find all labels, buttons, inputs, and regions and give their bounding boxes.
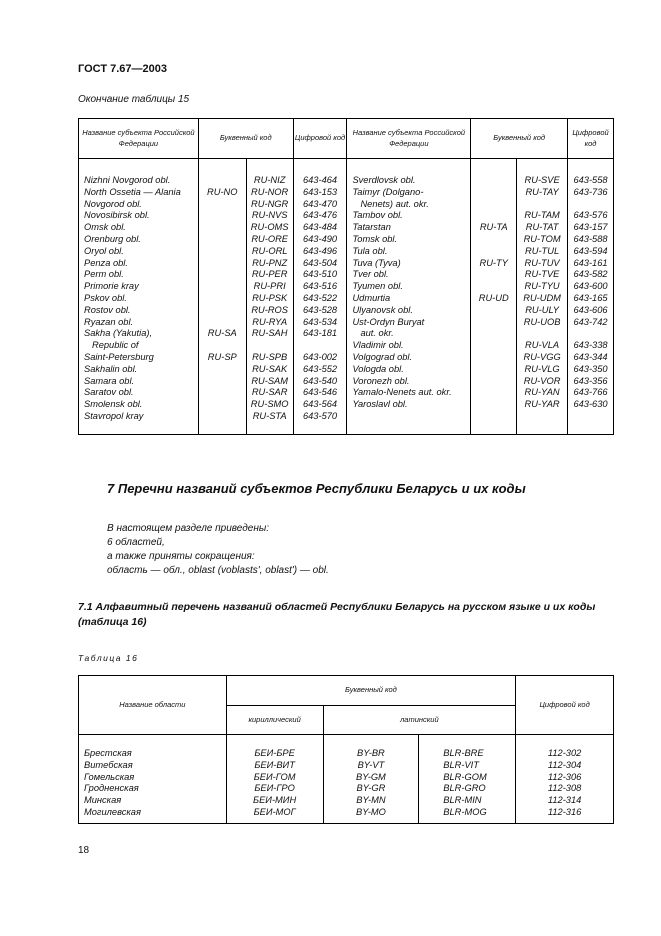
cell-line: 643-490 xyxy=(302,233,338,244)
cell-line: RU-TVE xyxy=(524,269,560,280)
cell-line: БЕИ-БРЕ xyxy=(254,748,295,758)
cell-line xyxy=(471,317,516,329)
cell-line: Orenburg obl. xyxy=(84,233,141,244)
cell-line: RU-ORE xyxy=(251,233,288,244)
cell-line xyxy=(247,340,293,352)
cell-line: Perm obl. xyxy=(84,269,124,280)
cell-line xyxy=(471,399,516,411)
cell-line: БЕИ-МОГ xyxy=(253,806,296,817)
cell-line: Могилевская xyxy=(84,806,141,817)
cell-line xyxy=(199,199,246,211)
cell-line: Tomsk obl. xyxy=(352,233,398,244)
cell-line: RU-TA xyxy=(479,222,508,233)
cell-line: RU-TYU xyxy=(524,281,560,292)
cell-line: 643-350 xyxy=(573,363,608,374)
cell-line: 112-302 xyxy=(547,748,582,758)
cell-line xyxy=(471,305,516,317)
cell-line: BLR-BRE xyxy=(443,748,484,758)
cell-line: 643-528 xyxy=(302,304,338,315)
cell-line: 112-308 xyxy=(547,783,582,794)
cell-line: Pskov obl. xyxy=(84,292,127,303)
cell-line: Volgograd obl. xyxy=(352,351,413,362)
cell-line: 112-316 xyxy=(547,806,582,817)
cell-line: 643-736 xyxy=(573,186,608,197)
cell-line: 643-546 xyxy=(302,387,338,398)
cell-line: Stavropol kray xyxy=(84,410,144,421)
right-codes3-column xyxy=(517,159,568,435)
cell-line xyxy=(471,328,516,340)
cell-line: Republic of xyxy=(92,340,139,351)
cell-line xyxy=(199,175,246,187)
cell-line: Vologda obl. xyxy=(352,363,404,374)
header-letter-left: Буквенный код xyxy=(198,119,293,159)
cell-line: 643-470 xyxy=(302,198,338,209)
cell-line: 643-516 xyxy=(302,281,338,292)
paragraph-line: 6 областей, xyxy=(107,537,165,548)
right-digital-column xyxy=(568,159,614,435)
cell-line xyxy=(517,199,567,211)
cell-line: BY-VT xyxy=(357,759,385,770)
cell-line: 643-630 xyxy=(573,399,608,410)
cell-line xyxy=(199,387,246,399)
cell-line xyxy=(199,258,246,270)
cell-line: 112-304 xyxy=(547,759,582,770)
header-letter-right: Буквенный код xyxy=(471,119,568,159)
cell-line xyxy=(199,399,246,411)
cell-line: 643-510 xyxy=(302,269,338,280)
cell-line: RU-VGG xyxy=(523,351,561,362)
section-7-heading: 7 Перечни названий субъектов Республики Беларусь и их коды xyxy=(107,481,526,496)
cell-line: Udmurtia xyxy=(352,292,391,303)
cell-line: БЕИ-МИН xyxy=(253,795,297,806)
cell-line: BLR-VIT xyxy=(443,759,479,770)
cell-line: RU-ULY xyxy=(525,304,559,315)
cell-line: RU-SAH xyxy=(251,328,288,339)
cell-line: RU-PNZ xyxy=(252,257,288,268)
cell-line: RU-TAT xyxy=(525,222,559,233)
standard-header: ГОСТ 7.67—2003 xyxy=(78,63,167,75)
cell-line: RU-SPB xyxy=(252,351,288,362)
cell-line: 643-476 xyxy=(302,210,338,221)
cell-line: 643-161 xyxy=(573,257,608,268)
cell-line: Tatarstan xyxy=(352,222,391,233)
header-digital-right: Цифровой код xyxy=(568,119,614,159)
cell-line: Ulyanovsk obl. xyxy=(352,304,413,315)
cell-line: 643-570 xyxy=(302,410,338,421)
cell-line: RU-SAM xyxy=(251,375,288,386)
digital-column xyxy=(516,735,614,824)
cell-line: 643-558 xyxy=(573,175,608,185)
header-region: Название области xyxy=(79,676,227,735)
cell-line: Nizhni Novgorod obl. xyxy=(84,175,171,185)
cell-line: 643-157 xyxy=(573,222,608,233)
cell-line: 643-576 xyxy=(573,210,608,221)
cell-line xyxy=(199,210,246,222)
cell-line xyxy=(517,328,567,340)
cell-line: 643-552 xyxy=(302,363,338,374)
table-16-label: Таблица 16 xyxy=(78,653,139,663)
cell-line xyxy=(199,411,246,423)
table-15-caption: Окончание таблицы 15 xyxy=(78,94,190,105)
cell-line xyxy=(471,281,516,293)
cell-line xyxy=(471,175,516,187)
cell-line: RU-PRI xyxy=(253,281,286,292)
cell-line: Primorie kray xyxy=(84,281,139,292)
cell-line xyxy=(471,199,516,211)
cell-line xyxy=(199,340,246,352)
cell-line: Yamalo-Nenets aut. okr. xyxy=(352,387,452,398)
left-names-column xyxy=(79,159,199,435)
cell-line: 112-306 xyxy=(547,771,582,782)
cell-line: RU-PSK xyxy=(252,292,288,303)
cell-line: 643-153 xyxy=(302,186,338,197)
header-letter-code: Буквенный код xyxy=(226,676,516,706)
cell-line: 643-606 xyxy=(573,304,608,315)
header-digital-left: Цифровой код xyxy=(293,119,347,159)
cell-line: RU-SP xyxy=(207,351,237,362)
paragraph-line: а также приняты сокращения: xyxy=(107,551,255,562)
cell-line: RU-SVE xyxy=(524,175,560,185)
cell-line xyxy=(471,376,516,388)
cyrillic-column xyxy=(226,735,323,824)
cell-line: Omsk obl. xyxy=(84,222,126,233)
cell-line: Vladimir obl. xyxy=(352,340,404,351)
cell-line: aut. okr. xyxy=(360,328,394,339)
cell-line: Saint-Petersburg xyxy=(84,351,154,362)
cell-line: RU-TAY xyxy=(525,186,559,197)
cell-line: Rostov obl. xyxy=(84,304,131,315)
header-latin: латинский xyxy=(323,706,516,735)
right-codes2-column xyxy=(471,159,517,435)
cell-line: 643-742 xyxy=(573,316,608,327)
cell-line: Novosibirsk obl. xyxy=(84,210,150,221)
cell-line xyxy=(199,269,246,281)
cell-line: BY-GR xyxy=(356,783,386,794)
cell-line: RU-TOM xyxy=(523,233,561,244)
cell-line: 643-181 xyxy=(302,328,338,339)
cell-line: RU-ROS xyxy=(251,304,288,315)
cell-line: БЕИ-ГОМ xyxy=(253,771,296,782)
cell-line: RU-NO xyxy=(207,186,238,197)
cell-line: Sverdlovsk obl. xyxy=(352,175,416,185)
cell-line xyxy=(471,246,516,258)
cell-line xyxy=(471,340,516,352)
cell-line xyxy=(471,210,516,222)
cell-line xyxy=(568,199,613,211)
cell-line: RU-NGR xyxy=(251,198,289,209)
cell-line: RU-VLA xyxy=(525,340,560,351)
cell-line: RU-UD xyxy=(478,292,509,303)
cell-line: 643-344 xyxy=(573,351,608,362)
header-subject-left: Название субъекта Российской Федерации xyxy=(79,119,199,159)
table-15 xyxy=(78,118,614,435)
paragraph-line: В настоящем разделе приведены: xyxy=(107,523,269,534)
cell-line: 643-522 xyxy=(302,292,338,303)
cell-line: RU-ORL xyxy=(251,245,288,256)
cell-line: RU-SAR xyxy=(251,387,288,398)
cell-line: Tuva (Tyva) xyxy=(352,257,401,268)
cell-line: 643-496 xyxy=(302,245,338,256)
cell-line: 643-534 xyxy=(302,316,338,327)
cell-line: North Ossetia — Alania xyxy=(84,186,181,197)
cell-line: 112-314 xyxy=(547,795,582,806)
cell-line: RU-PER xyxy=(251,269,288,280)
cell-line: Voronezh obl. xyxy=(352,375,410,386)
section-7-paragraph xyxy=(107,522,329,578)
cell-line: RU-TUV xyxy=(524,257,560,268)
cell-line: Penza obl. xyxy=(84,257,128,268)
cell-line xyxy=(471,364,516,376)
cell-line: Tyumen obl. xyxy=(352,281,403,292)
cell-line: RU-SAK xyxy=(252,363,288,374)
cell-line xyxy=(199,246,246,258)
cell-line xyxy=(199,305,246,317)
cell-line: RU-NIZ xyxy=(253,175,286,185)
cell-line: BY-MN xyxy=(356,795,386,806)
cell-line xyxy=(199,234,246,246)
cell-line: Гомельская xyxy=(84,771,135,782)
cell-line: Sakhalin obl. xyxy=(84,363,138,374)
cell-line: RU-NVS xyxy=(251,210,288,221)
cell-line: BLR-GOM xyxy=(443,771,487,782)
cell-line: RU-OMS xyxy=(250,222,289,233)
left-codes3-column xyxy=(246,159,293,435)
cell-line: RU-UOB xyxy=(523,316,561,327)
paragraph-line: область — обл., oblast (voblasts', oblast') — obl. xyxy=(107,565,329,576)
cell-line xyxy=(199,281,246,293)
cell-line: Tambov obl. xyxy=(352,210,403,221)
table-16 xyxy=(78,675,614,824)
cell-line: БЕИ-ВИТ xyxy=(254,759,295,770)
cell-line: 643-338 xyxy=(573,340,608,351)
cell-line: BY-MO xyxy=(356,806,386,817)
cell-line: RU-YAR xyxy=(524,399,560,410)
header-digital-code: Цифровой код xyxy=(516,676,614,735)
header-subject-right: Название субъекта Российской Федерации xyxy=(347,119,471,159)
cell-line xyxy=(199,376,246,388)
cell-line: 643-540 xyxy=(302,375,338,386)
cell-line: Брестская xyxy=(84,748,132,758)
regions-column xyxy=(79,735,227,824)
cell-line xyxy=(471,352,516,364)
cell-line xyxy=(471,234,516,246)
cell-line: RU-VLG xyxy=(524,363,560,374)
latin2-column xyxy=(323,735,419,824)
cell-line: RU-NOR xyxy=(251,186,289,197)
cell-line: Smolensk obl. xyxy=(84,399,143,410)
cell-line: 643-002 xyxy=(302,351,338,362)
cell-line: RU-UDM xyxy=(523,292,561,303)
cell-line: RU-VOR xyxy=(523,375,561,386)
cell-line xyxy=(471,187,516,199)
cell-line: RU-TAM xyxy=(524,210,560,221)
cell-line: RU-STA xyxy=(252,410,287,421)
cell-line xyxy=(199,293,246,305)
cell-line: Tver obl. xyxy=(352,269,389,280)
cell-line: 643-594 xyxy=(573,245,608,256)
cell-line: 643-484 xyxy=(302,222,338,233)
page-number: 18 xyxy=(78,845,90,856)
cell-line: BY-BR xyxy=(357,748,385,758)
cell-line: Ryazan obl. xyxy=(84,316,134,327)
cell-line xyxy=(199,364,246,376)
cell-line: 643-356 xyxy=(573,375,608,386)
cell-line: 643-582 xyxy=(573,269,608,280)
cell-line: RU-YAN xyxy=(524,387,560,398)
cell-line: Ust-Ordyn Buryat xyxy=(352,316,425,327)
cell-line: RU-SMO xyxy=(250,399,289,410)
cell-line: Taimyr (Dolgano- xyxy=(352,186,424,197)
cell-line: RU-RYA xyxy=(252,316,288,327)
cell-line xyxy=(471,269,516,281)
cell-line: 643-504 xyxy=(302,257,338,268)
cell-line: БЕИ-ГРО xyxy=(254,783,295,794)
cell-line: BLR-MOG xyxy=(443,806,487,817)
cell-line: Yaroslavl obl. xyxy=(352,399,408,410)
cell-line: Гродненская xyxy=(84,783,139,794)
cell-line: Saratov obl. xyxy=(84,387,134,398)
cell-line: BY-GM xyxy=(356,771,386,782)
left-codes2-column xyxy=(198,159,246,435)
cell-line: Tula obl. xyxy=(352,245,388,256)
cell-line: BLR-GRO xyxy=(443,783,486,794)
cell-line: Sakha (Yakutia), xyxy=(84,328,153,339)
cell-line: Samara obl. xyxy=(84,375,135,386)
cell-line: BLR-MIN xyxy=(443,795,482,806)
cell-line: Витебская xyxy=(84,759,133,770)
cell-line: Nenets) aut. okr. xyxy=(360,198,429,209)
cell-line: RU-SA xyxy=(207,328,237,339)
cell-line xyxy=(471,387,516,399)
header-cyrillic: кириллический xyxy=(226,706,323,735)
cell-line: 643-588 xyxy=(573,233,608,244)
right-names-column xyxy=(347,159,471,435)
cell-line: RU-TY xyxy=(479,257,508,268)
cell-line: Oryol obl. xyxy=(84,245,124,256)
cell-line: 643-464 xyxy=(302,175,338,185)
cell-line: Минская xyxy=(84,795,122,806)
cell-line: 643-564 xyxy=(302,399,338,410)
cell-line: 643-165 xyxy=(573,292,608,303)
cell-line xyxy=(568,328,613,340)
cell-line: Novgorod obl. xyxy=(84,198,142,209)
cell-line: RU-TUL xyxy=(525,245,560,256)
cell-line xyxy=(199,317,246,329)
cell-line: 643-766 xyxy=(573,387,608,398)
cell-line xyxy=(294,340,347,352)
cell-line: 643-600 xyxy=(573,281,608,292)
subsection-7-1-heading: 7.1 Алфавитный перечень названий областей Республики Беларусь на русском языке и их коды (таблица 16) xyxy=(78,601,596,628)
latin3-column xyxy=(419,735,516,824)
cell-line xyxy=(199,222,246,234)
left-digital-column xyxy=(293,159,347,435)
